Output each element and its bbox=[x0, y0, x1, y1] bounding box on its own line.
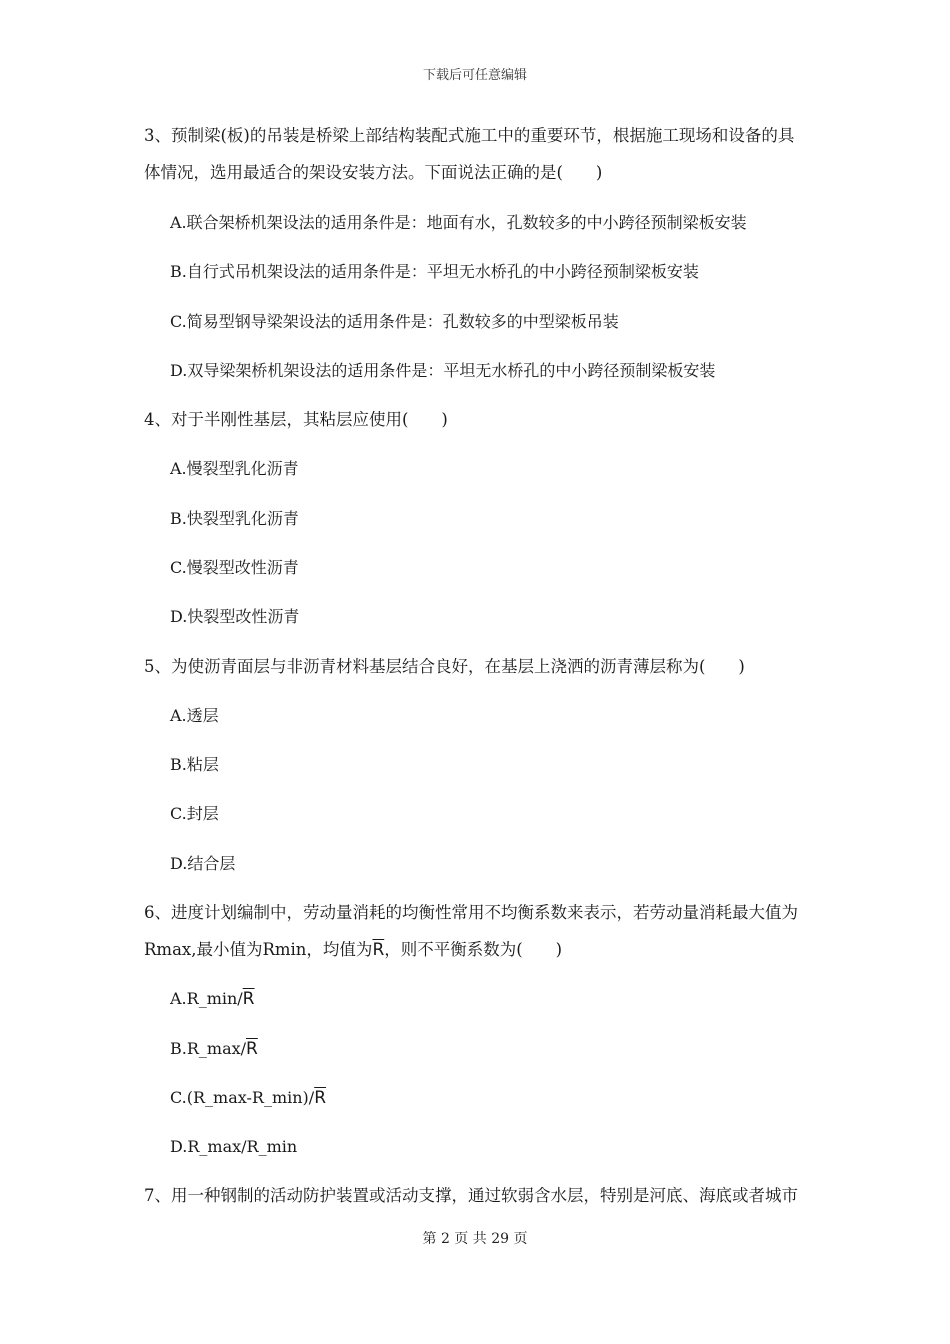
question-3-text-line2: 体情况，选用最适合的架设安装方法。下面说法正确的是( ) bbox=[144, 163, 603, 182]
r-bar-symbol: $\overline{R}$ bbox=[242, 989, 255, 1009]
r-bar-symbol: $\overline{R}$ bbox=[246, 1039, 258, 1059]
question-4-option-b: B.快裂型乳化沥青 bbox=[170, 509, 299, 528]
question-6-option-b bbox=[170, 1039, 258, 1059]
question-4-option-c: C.慢裂型改性沥青 bbox=[170, 558, 299, 577]
question-3-option-b: B.自行式吊机架设法的适用条件是：平坦无水桥孔的中小跨径预制梁板安装 bbox=[170, 262, 699, 281]
question-3-option-d: D.双导梁架桥机架设法的适用条件是：平坦无水桥孔的中小跨径预制梁板安装 bbox=[170, 361, 716, 380]
question-6-option-a-text: A.R_min/ bbox=[170, 989, 243, 1008]
r-bar-symbol: $\overline{R}$ bbox=[372, 940, 385, 960]
question-5-option-c: C.封层 bbox=[170, 804, 219, 823]
question-6-option-a bbox=[170, 989, 254, 1009]
question-6-option-c-text: C.(R_max-R_min)/ bbox=[170, 1088, 315, 1107]
question-3-option-a: A.联合架桥机架设法的适用条件是：地面有水，孔数较多的中小跨径预制梁板安装 bbox=[170, 213, 747, 232]
r-bar-symbol: $\overline{R}$ bbox=[314, 1088, 326, 1108]
question-6-text-line2-post: ，则不平衡系数为( ) bbox=[384, 940, 563, 959]
question-5-option-d: D.结合层 bbox=[170, 854, 236, 873]
question-5-option-a: A.透层 bbox=[170, 706, 219, 725]
page-footer: 第 2 页 共 29 页 bbox=[422, 1231, 528, 1247]
question-3-option-c: C.简易型钢导梁架设法的适用条件是：孔数较多的中型梁板吊装 bbox=[170, 312, 619, 331]
question-6-option-c bbox=[170, 1088, 326, 1108]
question-6-option-d: D.R_max/R_min bbox=[170, 1137, 298, 1156]
question-5-option-b: B.粘层 bbox=[170, 755, 219, 774]
question-4-option-a: A.慢裂型乳化沥青 bbox=[170, 459, 299, 478]
question-6-option-b-text: B.R_max/ bbox=[170, 1039, 247, 1058]
question-6-text-line2 bbox=[144, 940, 562, 960]
question-6-text-line2-pre: Rmax,最小值为Rmin，均值为 bbox=[144, 940, 373, 959]
question-7-text-line1: 7、用一种钢制的活动防护装置或活动支撑，通过软弱含水层，特别是河底、海底或者城市 bbox=[144, 1186, 798, 1205]
question-6-text-line1: 6、进度计划编制中，劳动量消耗的均衡性常用不均衡系数来表示，若劳动量消耗最大值为 bbox=[144, 903, 798, 922]
question-4-option-d: D.快裂型改性沥青 bbox=[170, 607, 300, 626]
page-header: 下载后可任意编辑 bbox=[422, 68, 527, 83]
question-3-text-line1: 3、预制梁(板)的吊装是桥梁上部结构装配式施工中的重要环节，根据施工现场和设备的具 bbox=[144, 126, 795, 145]
question-5-text: 5、为使沥青面层与非沥青材料基层结合良好，在基层上浇洒的沥青薄层称为( ) bbox=[144, 657, 745, 676]
question-4-text: 4、对于半刚性基层，其粘层应使用( ) bbox=[144, 410, 448, 429]
